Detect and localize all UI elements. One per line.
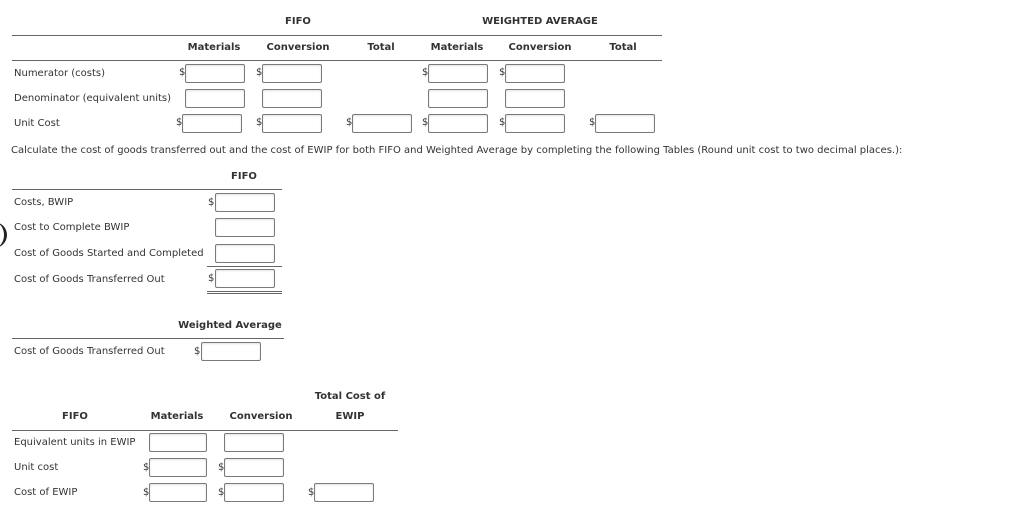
row-label-cost-ewip: Cost of EWIP xyxy=(14,487,78,498)
currency-sign: $ xyxy=(308,487,315,498)
col-fifo-conversion: Conversion xyxy=(266,42,330,53)
fifo-conversion-numerator-input[interactable] xyxy=(262,64,322,83)
currency-sign: $ xyxy=(346,117,353,128)
row-label-complete-bwip: Cost to Complete BWIP xyxy=(14,222,130,233)
fifo-transferred-out-input[interactable] xyxy=(215,269,275,288)
ewip-materials-cost-input[interactable] xyxy=(149,483,207,502)
fifo-group-header: FIFO xyxy=(285,16,311,27)
fifo-materials-numerator-input[interactable] xyxy=(185,64,245,83)
fifo-materials-unit-cost-input[interactable] xyxy=(182,114,242,133)
fifo-total-unit-cost-input[interactable] xyxy=(352,114,412,133)
row-label-started-completed: Cost of Goods Started and Completed xyxy=(14,248,204,259)
row-label-wa-transferred-out: Cost of Goods Transferred Out xyxy=(14,346,165,357)
row-label-denominator: Denominator (equivalent units) xyxy=(14,93,172,104)
ewip-conversion-equiv-units-input[interactable] xyxy=(224,433,284,452)
fifo-started-completed-input[interactable] xyxy=(215,244,275,263)
fifo-conversion-unit-cost-input[interactable] xyxy=(262,114,322,133)
fifo-sum-rule xyxy=(207,266,282,267)
ewip-col-fifo: FIFO xyxy=(62,411,88,422)
fifo-table-header: FIFO xyxy=(231,171,257,182)
ewip-col-total-line2: EWIP xyxy=(335,411,365,422)
fifo-costs-bwip-input[interactable] xyxy=(215,193,275,212)
row-label-equiv-units: Equivalent units in EWIP xyxy=(14,437,136,448)
wa-table-rule xyxy=(12,338,284,339)
currency-sign: $ xyxy=(218,462,225,473)
currency-sign: $ xyxy=(589,117,596,128)
currency-sign: $ xyxy=(208,273,215,284)
currency-sign: $ xyxy=(422,67,429,78)
wa-materials-numerator-input[interactable] xyxy=(428,64,488,83)
row-label-ewip-unit-cost: Unit cost xyxy=(14,462,59,473)
currency-sign: $ xyxy=(256,67,263,78)
row-label-numerator: Numerator (costs) xyxy=(14,68,106,79)
ewip-col-materials: Materials xyxy=(150,411,204,422)
currency-sign: $ xyxy=(208,197,215,208)
fifo-table-rule xyxy=(12,189,282,190)
wa-materials-unit-cost-input[interactable] xyxy=(428,114,488,133)
row-label-costs-bwip: Costs, BWIP xyxy=(14,197,74,208)
fifo-materials-denominator-input[interactable] xyxy=(185,89,245,108)
col-fifo-materials: Materials xyxy=(187,42,241,53)
col-wa-total: Total xyxy=(609,42,637,53)
wa-total-unit-cost-input[interactable] xyxy=(595,114,655,133)
ewip-total-cost-input[interactable] xyxy=(314,483,374,502)
col-wa-materials: Materials xyxy=(430,42,484,53)
ewip-table-rule xyxy=(12,430,398,431)
instruction-text: Calculate the cost of goods transferred out and the cost of EWIP for both FIFO and Weighted Average by completing the following Tables (Round unit cost to two decimal places.): xyxy=(11,145,903,156)
row-label-transferred-out: Cost of Goods Transferred Out xyxy=(14,274,165,285)
ewip-col-total-line1: Total Cost of xyxy=(314,391,386,402)
fifo-total-rule-2 xyxy=(207,293,282,294)
currency-sign: $ xyxy=(499,67,506,78)
ewip-materials-unit-cost-input[interactable] xyxy=(149,458,207,477)
col-fifo-total: Total xyxy=(367,42,395,53)
wa-materials-denominator-input[interactable] xyxy=(428,89,488,108)
ewip-conversion-cost-input[interactable] xyxy=(224,483,284,502)
ewip-conversion-unit-cost-input[interactable] xyxy=(224,458,284,477)
currency-sign: $ xyxy=(256,117,263,128)
row-label-unit-cost: Unit Cost xyxy=(14,118,60,129)
wa-transferred-out-input[interactable] xyxy=(201,342,261,361)
currency-sign: $ xyxy=(422,117,429,128)
wa-conversion-numerator-input[interactable] xyxy=(505,64,565,83)
wa-conversion-unit-cost-input[interactable] xyxy=(505,114,565,133)
weighted-average-group-header: WEIGHTED AVERAGE xyxy=(482,16,598,27)
currency-sign: $ xyxy=(194,346,201,357)
currency-sign: $ xyxy=(179,67,186,78)
currency-sign: $ xyxy=(218,487,225,498)
left-edge-mark xyxy=(0,222,7,248)
currency-sign: $ xyxy=(499,117,506,128)
ewip-col-conversion: Conversion xyxy=(229,411,293,422)
fifo-total-rule-1 xyxy=(207,291,282,292)
header-top-rule xyxy=(12,35,662,36)
ewip-materials-equiv-units-input[interactable] xyxy=(149,433,207,452)
header-bottom-rule xyxy=(12,60,662,61)
col-wa-conversion: Conversion xyxy=(508,42,572,53)
currency-sign: $ xyxy=(176,117,183,128)
currency-sign: $ xyxy=(143,487,150,498)
fifo-complete-bwip-input[interactable] xyxy=(215,218,275,237)
wa-table-header: Weighted Average xyxy=(178,320,282,331)
currency-sign: $ xyxy=(143,462,150,473)
fifo-conversion-denominator-input[interactable] xyxy=(262,89,322,108)
wa-conversion-denominator-input[interactable] xyxy=(505,89,565,108)
